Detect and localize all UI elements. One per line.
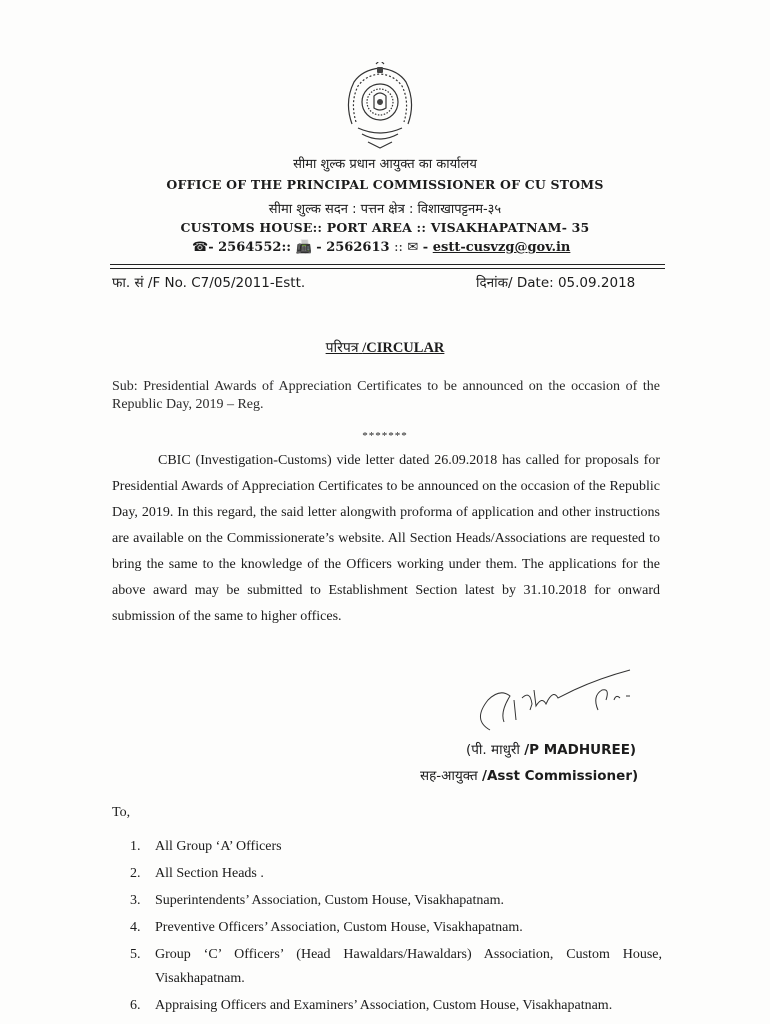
body-paragraph: CBIC (Investigation-Customs) vide letter dated 26.09.2018 has called for proposals for Presidential Awards of Appreciation Certificates to be announced on the occasion of the Republic Day, 2019. In this regard, the said letter alongwith proforma of application and other instructions are available on the Commissionerate’s website. All Section Heads/Associations are requested to bring the same to the knowledge of the Officers working under them. The applications for the above award may be submitted to Establishment Section latest by 31.10.2018 for onward submission of the same to higher offices. <box>112 453 660 624</box>
list-item: 6. Appraising Officers and Examiners’ Association, Custom House, Visakhapatnam. <box>130 998 613 1013</box>
signatory-name-english: /P MADHUREE) <box>524 742 637 758</box>
subject-line: Sub: Presidential Awards of Appreciation Certificates to be announced on the occasion of the Republic Day, 2019 – Reg. <box>112 379 660 412</box>
list-item: 3. Superintendents’ Association, Custom House, Visakhapatnam. <box>130 893 504 908</box>
list-item: 2. All Section Heads . <box>130 866 264 881</box>
office-name-hindi: सीमा शुल्क प्रधान आयुक्त का कार्यालय <box>293 157 477 172</box>
envelope-icon: ✉ <box>407 240 419 255</box>
customs-emblem-logo <box>340 62 420 152</box>
fax-number: 2562613 <box>326 240 390 255</box>
designation-english: /Asst Commissioner) <box>482 768 639 784</box>
page-title <box>0 338 770 357</box>
address-english: CUSTOMS HOUSE:: PORT AREA :: VISAKHAPATNAM- 35 <box>180 220 590 235</box>
office-name-english: OFFICE OF THE PRINCIPAL COMMISSIONER OF CU STOMS <box>166 177 604 192</box>
header-divider-top <box>110 264 665 265</box>
signatory-name-hindi: (पी. माधुरी <box>466 742 520 758</box>
handwritten-signature <box>470 660 670 740</box>
to-label: To, <box>112 805 131 820</box>
document-date: दिनांक/ Date: 05.09.2018 <box>476 275 636 291</box>
list-item: 5. Group ‘C’ Officers’ (Head Hawaldars/Hawaldars) Association, Custom House, Visakhapatnam. <box>130 947 662 986</box>
telephone-icon: ☎ <box>192 240 209 255</box>
email-link[interactable]: estt-cusvzg@gov.in <box>432 240 571 255</box>
designation-hindi: सह-आयुक्त <box>420 768 478 784</box>
separator-stars: ******* <box>362 430 408 442</box>
phone-number: 2564552:: <box>218 240 292 255</box>
title-hindi: परिपत्र <box>325 340 359 356</box>
contact-line: ☎- 2564552:: 📠 - 2562613 :: ✉ - estt-cusvzg@gov.in <box>192 240 571 255</box>
signatory-name <box>466 740 636 758</box>
fax-icon: 📠 <box>295 240 312 255</box>
title-english: /CIRCULAR <box>362 340 445 356</box>
signatory-designation <box>420 766 638 784</box>
file-number: फा. सं /F No. C7/05/2011-Estt. <box>112 275 306 291</box>
recipient-list <box>112 835 662 1021</box>
address-hindi: सीमा शुल्क सदन : पत्तन क्षेत्र : विशाखापट्टनम-३५ <box>268 202 502 217</box>
list-item: 4. Preventive Officers’ Association, Custom House, Visakhapatnam. <box>130 920 523 935</box>
list-item: 1. All Group ‘A’ Officers <box>130 839 282 854</box>
header-divider-bottom <box>110 268 665 269</box>
